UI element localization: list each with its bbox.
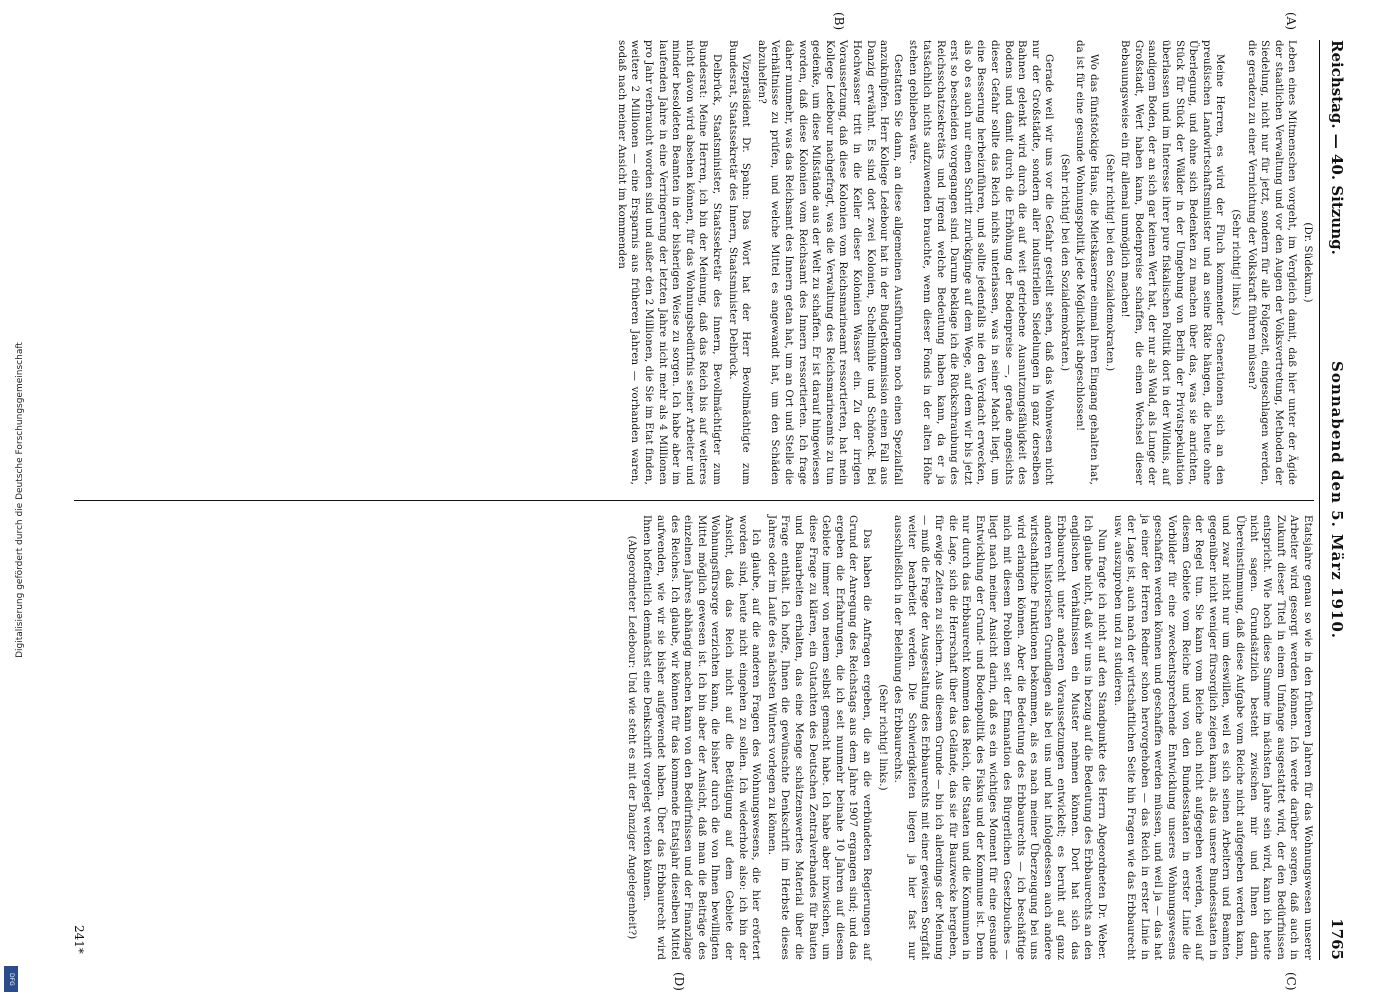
- interjection: (Abgeordneter Ledebour: Und wie steht es mit der Danziger Angelegenheit?): [625, 535, 637, 940]
- margin-marker-d: (D): [672, 972, 686, 991]
- interjection: (Sehr richtig! bei den Sozialdemokraten.): [1103, 153, 1115, 372]
- left-column: [64, 40, 1314, 485]
- rotated-page: [46, 0, 1376, 1000]
- interjection: (Sehr richtig! links.): [876, 684, 888, 791]
- right-column: [64, 515, 1314, 960]
- page-number: 1765: [1328, 918, 1346, 960]
- paragraph: Ich glaube, auf die anderen Fragen des Wohnungswesens, die hier erörtert worden sind, heute nicht eingehen zu sollen. Ich wiederhole also: ich bin der Ansicht, daß das Reich nicht auf die Betätigung auf dem Gebiete der Wohnungsfürsorge verzichten kann, die bisher durch die von Ihnen bewilligten Mittel möglich gewesen ist. Ich bin aber der Ansicht, daß man die Beiträge des einzelnen Jahres abhängig machen kann von den Bedürfnissen und der Finanzlage des Reiches. Ich glaube, wir können für das kommende Etatsjahr dieselben Mittel aufwenden, wie wir sie bisher aufgewendet haben. Über das Erbbaurecht wird Ihnen hoffentlich demnächst eine Denkschrift vorgelegt werden können.: [641, 515, 762, 960]
- funding-note: Digitalisierung gefördert durch die Deutsche Forschungsgemeinschaft: [15, 342, 25, 658]
- paragraph: Nun fragte ich nicht auf den Standpunkte des Herrn Abgeordneten Dr. Weber. Ich glaube nicht, daß wir uns in bezug auf die Bedeutung des Erbbaurechts an den englischen Verhältnissen ein Muster nehmen können. Dort hat sich das Erbbaurecht unter anderen Voraussetzungen entwickelt; es beruht auf ganz anderen historischen Grundlagen als bei uns und hat infolgedessen auch andere wirtschaftliche Funktionen bekommen, als es nach meiner Überzeugung bei uns wird erlangen können. Aber die Bedeutung des Erbbaurechts — ich beschäftige mich mit diesem Problem seit der Emanation des Bürgerlichen Gesetzbuches — liegt nach meiner Ansicht darin, daß es ein wichtiges Moment für eine gesunde Entwicklung der Grund- und Bodenpolitik des Fiskus und der Kommune ist. Denn nur durch das Erbbaurecht kommen das Reich, die Staaten und die Kommunen in die Lage, sich die Herrschaft über das Gelände, das sie für Bauzwecke hergeben, für ewige Zeiten zu sichern. Aus diesem Grunde — bin ich allerdings der Meinung — muß die Frage der Ausgestaltung des Erbbaurechts mit einer gewissen Sorgfalt weiter bearbeitet werden. Die Schwierigkeiten liegen ja hier fast nur ausschließlich in der Beleihung des Erbbaurechts.: [892, 515, 1108, 960]
- interjection: (Sehr richtig! bei den Sozialdemokraten.): [1058, 153, 1070, 372]
- paragraph: Das haben die Anfragen ergeben, die an die verbündeten Regierungen auf Grund der Anregung des Reichstags aus dem Jahre 1907 ergangen sind; und das ergeben die Erfahrungen, die ich seit nunmehr beinahe 10 Jahren auf diesem Gebiete immer von neuem selbst gemacht habe. Ich habe aber inzwischen, um diese Frage zu klären, ein Gutachten des Deutschen Zentralverbandes für Bauten und Bauarbeiten erhalten, das eine Menge schätzenswertes Material über die Frage enthält. Ich hoffe, Ihnen die gewünschte Denkschrift im Herbste dieses Jahres oder im Laufe des nächsten Winters vorlegen zu können.: [765, 515, 872, 960]
- header-rule: [1319, 40, 1320, 960]
- column-divider: [74, 500, 1314, 501]
- paragraph: Gestatten Sie dann, an diese allgemeinen Ausführungen noch einen Spezialfall anzuknüpfen. Herr Kollege Ledebour hat in der Budgetkommission einen Fall aus Danzig erwähnt. Es sind dort zwei Kolonien, Schellmühle und Schöneck. Bei Hochwasser tritt in die Keller dieser Kolonien Wasser ein. Zu der irrigen Voraussetzung, daß diese Kolonien vom Reichsmarineamt ressortierten, hat mein Kollege Ledebour nachgefragt, was die Verwaltung des Reichsmarineamts zu tun gedenke, um diese Mißstände aus der Welt zu schaffen. Er ist darauf hingewiesen worden, daß diese Kolonien vom Reichsamt des Innern ressortierten. Ich frage daher nunmehr, was das Reichsamt des Innern getan hat, um an Ort und Stelle die Verhältnisse zu prüfen, und welche Mittel es angewandt hat, um den Schäden abzuhelfen?: [755, 40, 903, 485]
- header-date: Sonnabend den 5. März 1910.: [1328, 361, 1346, 639]
- page-header: [1320, 40, 1356, 960]
- paragraph: Gerade weil wir uns vor die Gefahr gestellt sehen, daß das Wohnwesen nicht nur der Großstädte, sondern aller industriellen Siedelungen in ganz derselben Bahnen gelenkt wird durch die auf weit getriebene Ausnutzungsfähigkeit des Bodens und damit durch die Erhöhung der Bodenpreise —, gerade angesichts dieser Gefahr sollte das Reich nichts unterlassen, was in seiner Macht liegt, um eine Besserung herbeizuführen, und sollte jedenfalls nie den Verdacht erwecken, als ob es auch nur einen Schritt zurückginge auf dem Wege, auf dem wir bis jetzt erst so bescheiden vorgegangen sind. Darum beklage ich die Rückschraubung des Reichsschatzsekretärs und irgend welche Bedeutung haben kann, da er ja tatsächlich nichts aufzuwenden brauchte, wenn dieser Fonds in der alten Höhe stehen geblieben wäre.: [907, 40, 1055, 485]
- speaker-tag: (Dr. Südekum.): [1302, 222, 1313, 303]
- paragraph: Leben eines Mitmenschen vorgeht, im Vergleich damit, daß hier unter der Ägide der staatlichen Verwaltung und vor den Augen der Volksvertretung, Methoden der Siedelung, nicht nur für jetzt, sondern für alle Folgezeit, eingeschlagen werden, die geradezu zu einer Vernichtung der Volkskraft führen müssen?: [1245, 40, 1298, 485]
- interjection: (Sehr richtig! links.): [1230, 209, 1242, 316]
- header-left: Reichstag. — 40. Sitzung.: [1328, 40, 1346, 255]
- paragraph: Vizepräsident Dr. Spahn: Das Wort hat der Herr Bevollmächtigte zum Bundesrat, Staatssekretär des Innern, Staatsminister Delbrück.: [726, 40, 752, 485]
- paragraph: Delbrück, Staatsminister, Staatssekretär des Innern, Bevollmächtigter zum Bundesrat: Meine Herren, ich bin der Meinung, daß das Reich bis auf weiteres nicht davon wird absehen können, für das Wohnungsbedürfnis seiner Arbeiter und minder besoldeten Beamten in der bisherigen Weise zu sorgen. Ich habe aber im laufenden Jahre in eine Verringerung der letzten Jahre nicht mehr als 4 Millionen pro Jahr verbraucht worden sind und außer den 2 Millionen, die Sie im Etat finden, weitere 2 Millionen — eine Ersparnis aus früheren Jahren — vorhanden waren, sodaß nach meiner Ansicht im kommenden: [615, 40, 723, 485]
- margin-marker-c: (C): [1284, 972, 1298, 991]
- logo-label: DFG: [8, 972, 15, 986]
- paragraph: Etatsjahre genau so wie in den früheren Jahren für das Wohnungswesen unserer Arbeiter wird gesorgt werden können. Ich werde darüber sorgen, daß auch in Zukunft dieser Titel in einem Umfange ausgestattet wird, der den Bedürfnissen entspricht. Wie hoch diese Summe im nächsten Jahre sein wird, kann ich heute nicht sagen. Grundsätzlich besteht zwischen mir und Ihnen darin Übereinstimmung, daß diese Aufgabe vom Reiche nicht aufgegeben werden kann, und zwar nicht nur um deswillen, weil es sich seinen Arbeitern und Beamten gegenüber nicht weniger fürsorglich zeigen kann, als das unsere Bundesstaaten in der Regel tun. Sie kann vom Reiche auch nicht aufgegeben werden, weil auf diesem Gebiete vom Reiche und von den Bundesstaaten in erster Linie die Vorbilder für eine zweckentsprechende Entwicklung unseres Wohnungswesens geschaffen werden können und geschaffen werden müssen, und weil ja — das hat ja einer der Herren Redner schon hervorgehoben — das Reich in erster Linie in der Lage ist, auch nach der wirtschaftlichen Seite hin Fragen wie das Erbbaurecht usw. auszuproben und zu studieren.: [1111, 515, 1313, 960]
- sidebar: [0, 0, 40, 1000]
- signature-mark: 241*: [72, 925, 86, 954]
- margin-marker-b: (B): [832, 12, 846, 31]
- scanned-page: [40, 0, 1383, 1000]
- margin-marker-a: (A): [1284, 12, 1298, 31]
- dfg-logo: [4, 966, 18, 992]
- paragraph: Meine Herren, es wird der Fluch kommender Generationen sich an den preußischen Landwirtschaftsminister und an seine Räte hängen, die heute ohne Überlegung, und ohne sich Bedenken zu machen über das, was sie anrichten, Stück für Stück der Wälder in der Umgebung von Berlin der Privatspekulation überlassen und im Interesse ihrer pure fiskalischen Politik dort in der Wildnis, auf sandigem Boden, der an sich gar keinen Wert hat, der nur als Wald, als Lunge der Großstadt, Wert haben kann, Bodenpreise schaffen, die einen Wechsel dieser Bebauungsweise ein für allemal unmöglich machen!: [1119, 40, 1226, 485]
- paragraph: Wo das fünfstöckige Haus, die Mietskaserne einmal ihren Eingang gehalten hat, da ist für eine gesunde Wohnungspolitik jede Möglichkeit abgeschlossen!: [1074, 40, 1100, 485]
